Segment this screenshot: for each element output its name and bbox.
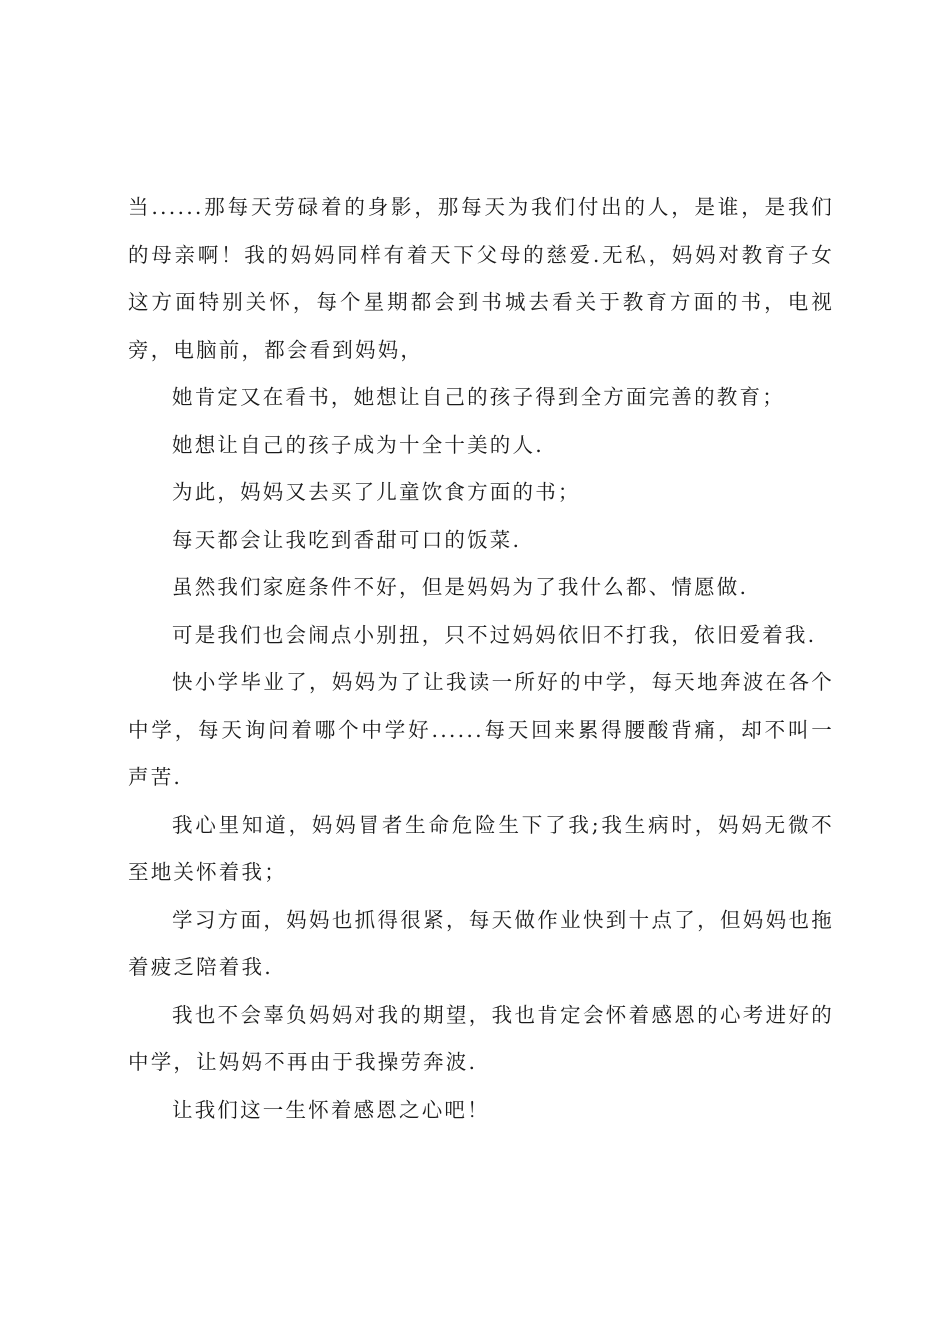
paragraph-6: 虽然我们家庭条件不好，但是妈妈为了我什么都、情愿做. [172, 575, 749, 599]
paragraph-2: 她肯定又在看书，她想让自己的孩子得到全方面完善的教育； [172, 385, 785, 409]
paragraph-7: 可是我们也会闹点小别扭，只不过妈妈依旧不打我，依旧爱着我. [172, 622, 817, 647]
paragraph-11: 我也不会辜负妈妈对我的期望，我也肯定会怀着感恩的心考进好的中学，让妈妈不再由于我操劳奔波. [128, 1002, 834, 1074]
paragraph-1: 当......那每天劳碌着的身影，那每天为我们付出的人，是谁，是我们的母亲啊！我的妈妈同样有着天下父母的慈爱.无私，妈妈对教育子女这方面特别关怀，每个星期都会到书城去看关于教育方面的书，电视旁，电脑前，都会看到妈妈， [128, 195, 834, 362]
paragraph-5: 每天都会让我吃到香甜可口的饭菜. [172, 527, 522, 552]
paragraph-9: 我心里知道，妈妈冒者生命危险生下了我;我生病时，妈妈无微不至地关怀着我； [128, 812, 834, 884]
paragraph-12: 让我们这一生怀着感恩之心吧！ [172, 1097, 490, 1122]
document-body [128, 184, 834, 1134]
paragraph-4: 为此，妈妈又去买了儿童饮食方面的书； [172, 480, 581, 504]
paragraph-8: 快小学毕业了，妈妈为了让我读一所好的中学，每天地奔波在各个中学，每天询问着哪个中学好......每天回来累得腰酸背痛，却不叫一声苦. [128, 670, 834, 789]
paragraph-3: 她想让自己的孩子成为十全十美的人. [172, 432, 544, 457]
paragraph-10: 学习方面，妈妈也抓得很紧，每天做作业快到十点了，但妈妈也拖着疲乏陪着我. [128, 907, 834, 979]
